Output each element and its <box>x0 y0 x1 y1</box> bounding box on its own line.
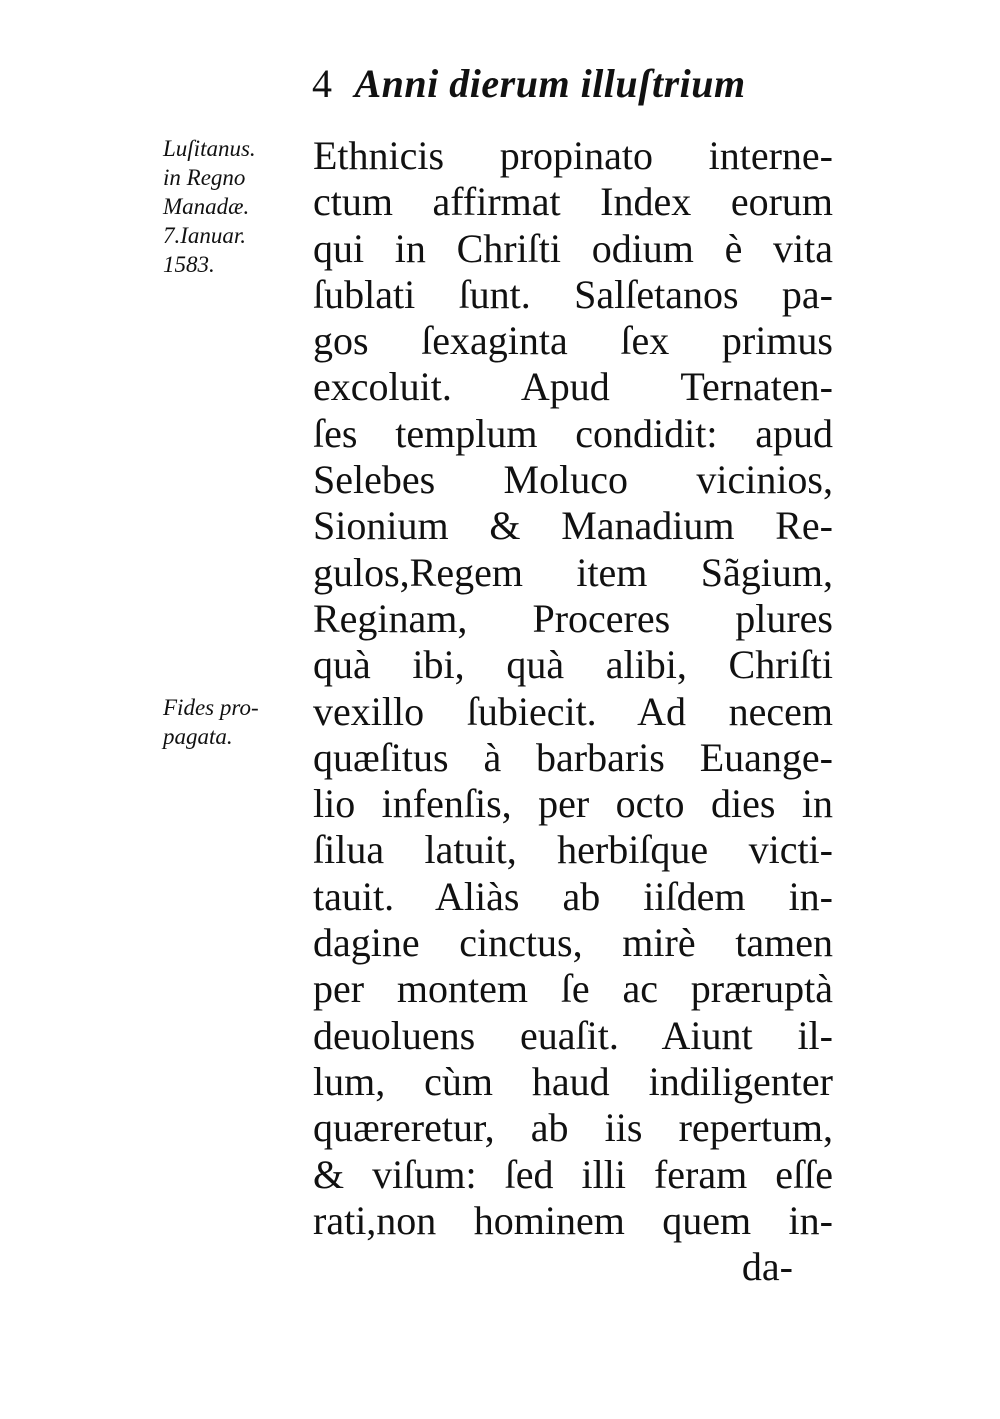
margin-note-line: 1583. <box>163 252 215 277</box>
text-line: quæſitus à barbaris Euange- <box>313 734 833 780</box>
catchword: da- <box>741 1244 793 1290</box>
text-line: excoluit. Apud Ternaten- <box>313 364 833 410</box>
text-line: Selebes Moluco vicinios, <box>313 457 833 503</box>
text-line: qui in Chriſti odium è vita <box>313 225 833 271</box>
running-title: Anni dierum illuſtrium <box>354 61 746 106</box>
text-line: vexillo ſubiecit. Ad necem <box>313 688 833 734</box>
text-line: gulos,Regem item Sãgium, <box>313 549 833 595</box>
text-line: lio infenſis, per octo dies in <box>313 781 833 827</box>
text-line: & viſum: ſed illi feram eſſe <box>313 1151 833 1197</box>
text-line: deuoluens euaſit. Aiunt il- <box>313 1012 833 1058</box>
text-line: Ethnicis propinato interne- <box>313 133 833 178</box>
page-number: 4 <box>312 61 333 106</box>
text-line: ſilua latuit, herbiſque victi- <box>313 827 833 873</box>
text-line: gos ſexaginta ſex primus <box>313 318 833 364</box>
text-line: lum, cùm haud indiligenter <box>313 1058 833 1104</box>
margin-note-line: in Regno <box>163 165 246 190</box>
margin-note-line: Luſitanus. <box>163 136 256 161</box>
text-line: ſublati ſunt. Salſetanos pa- <box>313 271 833 317</box>
text-line: tauit. Aliàs ab iiſdem in- <box>313 873 833 919</box>
text-line: quæreretur, ab iis repertum, <box>313 1105 833 1151</box>
text-line: quà ibi, quà alibi, Chriſti <box>313 642 833 688</box>
margin-note-line: Fides pro- <box>163 695 259 720</box>
text-line: rati,non hominem quem in- <box>313 1197 833 1243</box>
margin-note-location <box>163 134 303 279</box>
text-line: ſes templum condidit: apud <box>313 410 833 456</box>
running-head <box>312 60 832 107</box>
text-line: per montem ſe ac præruptà <box>313 966 833 1012</box>
margin-note-topic <box>163 693 303 751</box>
text-line: Reginam, Proceres plures <box>313 595 833 641</box>
margin-note-line: Manadæ. <box>163 194 250 219</box>
text-line: ctum affirmat Index eorum <box>313 179 833 225</box>
text-line: Sionium & Manadium Re- <box>313 503 833 549</box>
margin-note-line: 7.Ianuar. <box>163 223 247 248</box>
text-line: dagine cinctus, mirè tamen <box>313 920 833 966</box>
margin-note-line: pagata. <box>163 724 233 749</box>
body-text <box>313 133 833 1290</box>
